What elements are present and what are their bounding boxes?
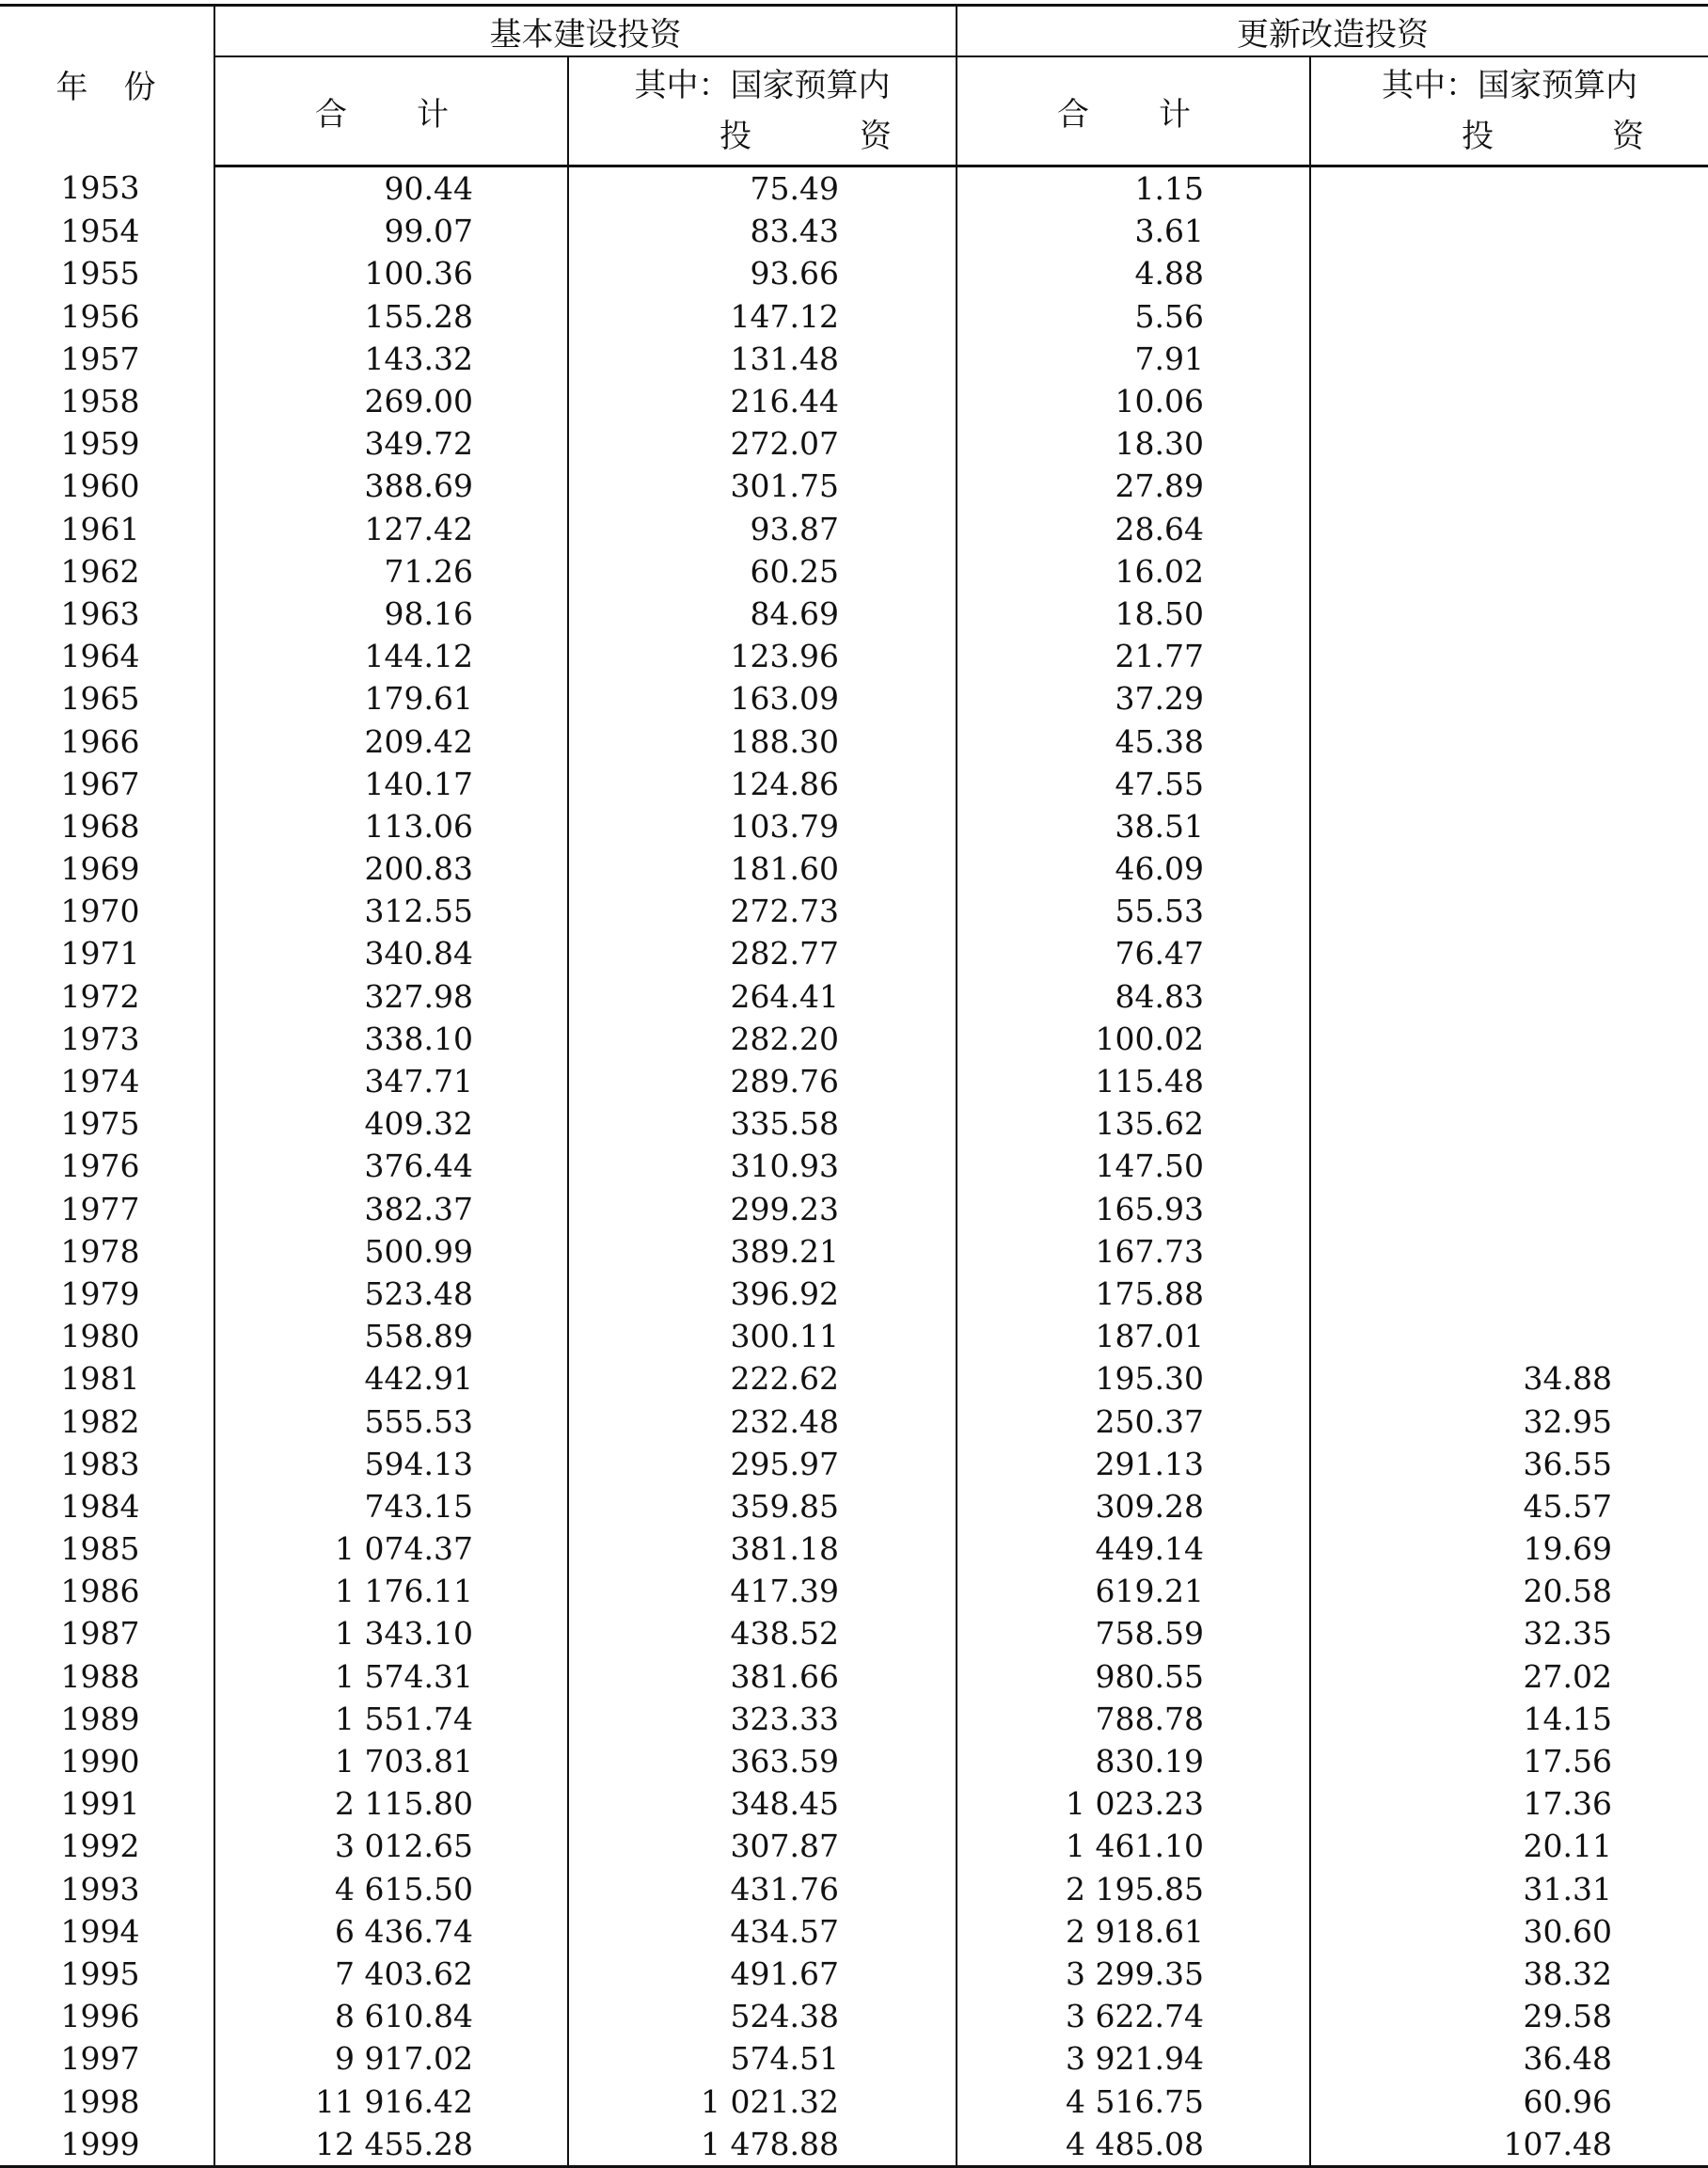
- renewal-budget-cell: [1310, 805, 1708, 847]
- table-row: [0, 338, 1708, 380]
- year-cell: 1981: [0, 1357, 214, 1400]
- renewal-total-cell: 7.91: [957, 338, 1310, 380]
- year-cell: 1978: [0, 1230, 214, 1273]
- renewal-budget-cell: [1310, 720, 1708, 762]
- table-row: [0, 422, 1708, 465]
- basic-budget-cell: 301.75: [568, 465, 957, 507]
- table-row: [0, 2123, 1708, 2167]
- basic-budget-cell: 124.86: [568, 763, 957, 805]
- renewal-budget-cell: [1310, 338, 1708, 380]
- basic-budget-header-zi: 资: [860, 118, 892, 155]
- basic-total-cell: 523.48: [214, 1273, 568, 1315]
- renewal-budget-cell: [1310, 380, 1708, 422]
- renewal-budget-cell: [1310, 1102, 1708, 1145]
- basic-budget-cell: 310.93: [568, 1145, 957, 1187]
- basic-budget-cell: 188.30: [568, 720, 957, 762]
- renewal-total-cell: 28.64: [957, 508, 1310, 550]
- renewal-budget-cell: [1310, 1060, 1708, 1102]
- renewal-budget-cell: 107.48: [1310, 2123, 1708, 2167]
- basic-total-cell: 340.84: [214, 932, 568, 974]
- renewal-total-cell: 980.55: [957, 1655, 1310, 1698]
- year-cell: 1990: [0, 1740, 214, 1782]
- renewal-budget-cell: [1310, 210, 1708, 252]
- basic-budget-cell: 381.66: [568, 1655, 957, 1698]
- table-row: [0, 805, 1708, 847]
- year-cell: 1969: [0, 847, 214, 890]
- renewal-total-cell: 37.29: [957, 677, 1310, 720]
- renewal-budget-cell: 30.60: [1523, 1912, 1612, 1950]
- table-row: [0, 847, 1708, 890]
- basic-budget-cell: 181.60: [568, 847, 957, 890]
- year-cell: 1994: [0, 1910, 214, 1953]
- year-cell: 1961: [0, 508, 214, 550]
- basic-total-header: 合 计: [214, 56, 568, 166]
- basic-total-cell: 71.26: [214, 550, 568, 593]
- renewal-total-cell: 1 023.23: [957, 1782, 1310, 1825]
- renewal-total-cell: 291.13: [957, 1443, 1310, 1485]
- basic-budget-header-tou: 投: [720, 118, 751, 155]
- year-cell: 1963: [0, 593, 214, 635]
- year-cell: 1956: [0, 295, 214, 338]
- year-cell: 1960: [0, 465, 214, 507]
- basic-budget-cell: 335.58: [568, 1102, 957, 1145]
- basic-budget-cell: 282.20: [568, 1018, 957, 1060]
- renewal-budget-cell: 32.35: [1523, 1615, 1612, 1653]
- renewal-total-cell: 47.55: [957, 763, 1310, 805]
- renewal-total-cell: 3.61: [957, 210, 1310, 252]
- year-cell: 1976: [0, 1145, 214, 1187]
- basic-budget-cell: 323.33: [568, 1698, 957, 1740]
- basic-total-cell: 1 703.81: [214, 1740, 568, 1782]
- year-cell: 1958: [0, 380, 214, 422]
- year-cell: 1970: [0, 890, 214, 932]
- table-row: [0, 975, 1708, 1018]
- basic-budget-cell: 289.76: [568, 1060, 957, 1102]
- renewal-budget-cell: 36.55: [1523, 1445, 1612, 1482]
- basic-total-cell: 7 403.62: [214, 1953, 568, 1995]
- basic-budget-cell: 272.07: [568, 422, 957, 465]
- renewal-budget-cell: 60.96: [1523, 2082, 1612, 2120]
- basic-total-cell: 2 115.80: [214, 1782, 568, 1825]
- table-row: [0, 1485, 1708, 1527]
- basic-total-cell: 409.32: [214, 1102, 568, 1145]
- year-cell: 1995: [0, 1953, 214, 1995]
- basic-total-cell: 558.89: [214, 1315, 568, 1357]
- renewal-budget-cell: [1310, 1145, 1708, 1187]
- renewal-budget-cell: 45.57: [1523, 1487, 1612, 1525]
- basic-total-cell: 6 436.74: [214, 1910, 568, 1953]
- year-cell: 1987: [0, 1612, 214, 1654]
- year-cell: 1953: [0, 166, 214, 211]
- table-row: [0, 1612, 1708, 1654]
- year-cell: 1983: [0, 1443, 214, 1485]
- renewal-total-cell: 38.51: [957, 805, 1310, 847]
- basic-budget-cell: 60.25: [568, 550, 957, 593]
- table-row: [0, 1740, 1708, 1782]
- table-row: [0, 1698, 1708, 1740]
- basic-budget-cell: 1 478.88: [568, 2123, 957, 2167]
- basic-total-cell: 376.44: [214, 1145, 568, 1187]
- table-body: [0, 166, 1708, 2167]
- table-row: [0, 1910, 1708, 1953]
- basic-budget-cell: 417.39: [568, 1570, 957, 1612]
- year-cell: 1984: [0, 1485, 214, 1527]
- renewal-total-cell: 100.02: [957, 1018, 1310, 1060]
- renewal-budget-cell: [1310, 1273, 1708, 1315]
- renewal-budget-header: [1310, 56, 1708, 166]
- year-cell: 1998: [0, 2080, 214, 2122]
- renewal-budget-cell: [1310, 422, 1708, 465]
- table-row: [0, 380, 1708, 422]
- renewal-total-cell: 21.77: [957, 635, 1310, 677]
- renewal-total-cell: 1.15: [957, 166, 1310, 211]
- year-cell: 1986: [0, 1570, 214, 1612]
- basic-budget-cell: 93.87: [568, 508, 957, 550]
- basic-total-cell: 327.98: [214, 975, 568, 1018]
- table-row: [0, 1400, 1708, 1442]
- investment-table: [0, 4, 1708, 2168]
- renewal-budget-cell: 36.48: [1523, 2040, 1612, 2078]
- basic-total-cell: 179.61: [214, 677, 568, 720]
- year-cell: 1999: [0, 2123, 214, 2167]
- renewal-investment-header: 更新改造投资: [957, 6, 1708, 57]
- renewal-total-cell: 2 918.61: [957, 1910, 1310, 1953]
- table-row: [0, 1443, 1708, 1485]
- basic-total-cell: 4 615.50: [214, 1868, 568, 1910]
- renewal-total-cell: 758.59: [957, 1612, 1310, 1654]
- table-row: [0, 1102, 1708, 1145]
- table-row: [0, 1315, 1708, 1357]
- renewal-budget-cell: [1310, 593, 1708, 635]
- year-cell: 1974: [0, 1060, 214, 1102]
- year-cell: 1954: [0, 210, 214, 252]
- renewal-budget-cell: 27.02: [1523, 1657, 1612, 1695]
- basic-budget-cell: 131.48: [568, 338, 957, 380]
- basic-total-cell: 90.44: [214, 166, 568, 211]
- year-cell: 1996: [0, 1995, 214, 2037]
- renewal-budget-cell: [1310, 295, 1708, 338]
- year-cell: 1988: [0, 1655, 214, 1698]
- table-row: [0, 1273, 1708, 1315]
- year-cell: 1977: [0, 1188, 214, 1230]
- renewal-budget-cell: 19.69: [1523, 1530, 1612, 1568]
- renewal-total-cell: 1 461.10: [957, 1825, 1310, 1867]
- basic-budget-cell: 103.79: [568, 805, 957, 847]
- basic-budget-cell: 216.44: [568, 380, 957, 422]
- renewal-budget-cell: 38.32: [1523, 1954, 1612, 1992]
- renewal-budget-cell: 31.31: [1523, 1870, 1612, 1907]
- basic-budget-cell: 434.57: [568, 1910, 957, 1953]
- renewal-total-cell: 619.21: [957, 1570, 1310, 1612]
- basic-total-cell: 1 551.74: [214, 1698, 568, 1740]
- table-row: [0, 1230, 1708, 1273]
- basic-total-cell: 144.12: [214, 635, 568, 677]
- renewal-total-cell: 830.19: [957, 1740, 1310, 1782]
- basic-total-cell: 382.37: [214, 1188, 568, 1230]
- basic-total-cell: 8 610.84: [214, 1995, 568, 2037]
- basic-budget-cell: 1 021.32: [568, 2080, 957, 2122]
- renewal-budget-cell: [1310, 763, 1708, 805]
- basic-budget-cell: 438.52: [568, 1612, 957, 1654]
- renewal-budget-cell: 20.11: [1523, 1828, 1612, 1865]
- year-cell: 1997: [0, 2037, 214, 2080]
- table-row: [0, 1145, 1708, 1187]
- renewal-budget-cell: [1310, 847, 1708, 890]
- basic-budget-cell: 163.09: [568, 677, 957, 720]
- basic-budget-cell: 264.41: [568, 975, 957, 1018]
- basic-total-cell: 99.07: [214, 210, 568, 252]
- year-cell: 1965: [0, 677, 214, 720]
- table-row: [0, 1188, 1708, 1230]
- year-cell: 1966: [0, 720, 214, 762]
- renewal-total-cell: 147.50: [957, 1145, 1310, 1187]
- renewal-total-cell: 4.88: [957, 252, 1310, 294]
- renewal-budget-header-zi: 资: [1612, 118, 1644, 155]
- renewal-budget-cell: [1310, 166, 1708, 211]
- renewal-total-cell: 84.83: [957, 975, 1310, 1018]
- basic-total-cell: 140.17: [214, 763, 568, 805]
- renewal-budget-cell: 29.58: [1523, 1998, 1612, 2035]
- renewal-budget-cell: 17.36: [1523, 1785, 1612, 1823]
- renewal-budget-cell: [1310, 550, 1708, 593]
- basic-total-cell: 1 343.10: [214, 1612, 568, 1654]
- basic-budget-cell: 348.45: [568, 1782, 957, 1825]
- basic-budget-cell: 524.38: [568, 1995, 957, 2037]
- renewal-total-cell: 76.47: [957, 932, 1310, 974]
- renewal-budget-cell: 17.56: [1523, 1743, 1612, 1780]
- renewal-total-cell: 195.30: [957, 1357, 1310, 1400]
- basic-budget-cell: 84.69: [568, 593, 957, 635]
- renewal-total-cell: 2 195.85: [957, 1868, 1310, 1910]
- year-column-header: 年 份: [0, 6, 214, 166]
- basic-total-cell: 3 012.65: [214, 1825, 568, 1867]
- basic-budget-cell: 147.12: [568, 295, 957, 338]
- basic-total-cell: 200.83: [214, 847, 568, 890]
- year-cell: 1964: [0, 635, 214, 677]
- table-row: [0, 1527, 1708, 1570]
- renewal-total-cell: 309.28: [957, 1485, 1310, 1527]
- basic-total-cell: 143.32: [214, 338, 568, 380]
- basic-total-cell: 312.55: [214, 890, 568, 932]
- basic-total-cell: 155.28: [214, 295, 568, 338]
- basic-total-cell: 100.36: [214, 252, 568, 294]
- renewal-total-cell: 250.37: [957, 1400, 1310, 1442]
- renewal-total-cell: 18.30: [957, 422, 1310, 465]
- basic-total-cell: 127.42: [214, 508, 568, 550]
- table-row: [0, 252, 1708, 294]
- year-cell: 1980: [0, 1315, 214, 1357]
- renewal-total-cell: 27.89: [957, 465, 1310, 507]
- basic-total-cell: 1 074.37: [214, 1527, 568, 1570]
- renewal-total-cell: 187.01: [957, 1315, 1310, 1357]
- basic-total-cell: 1 574.31: [214, 1655, 568, 1698]
- year-cell: 1971: [0, 932, 214, 974]
- year-cell: 1975: [0, 1102, 214, 1145]
- table-row: [0, 1782, 1708, 1825]
- table-row: [0, 932, 1708, 974]
- basic-budget-cell: 300.11: [568, 1315, 957, 1357]
- basic-total-cell: 338.10: [214, 1018, 568, 1060]
- table-row: [0, 635, 1708, 677]
- year-cell: 1989: [0, 1698, 214, 1740]
- basic-budget-cell: 295.97: [568, 1443, 957, 1485]
- basic-total-cell: 1 176.11: [214, 1570, 568, 1612]
- basic-total-cell: 269.00: [214, 380, 568, 422]
- renewal-total-cell: 18.50: [957, 593, 1310, 635]
- renewal-budget-cell: [1310, 1188, 1708, 1230]
- table-row: [0, 890, 1708, 932]
- year-cell: 1991: [0, 1782, 214, 1825]
- basic-budget-cell: 299.23: [568, 1188, 957, 1230]
- table-row: [0, 1655, 1708, 1698]
- basic-total-cell: 98.16: [214, 593, 568, 635]
- table-row: [0, 508, 1708, 550]
- table-row: [0, 677, 1708, 720]
- table-row: [0, 210, 1708, 252]
- table-row: [0, 550, 1708, 593]
- basic-budget-cell: 75.49: [568, 166, 957, 211]
- basic-budget-cell: 222.62: [568, 1357, 957, 1400]
- renewal-budget-cell: [1310, 975, 1708, 1018]
- basic-total-cell: 113.06: [214, 805, 568, 847]
- basic-total-cell: 500.99: [214, 1230, 568, 1273]
- basic-budget-cell: 574.51: [568, 2037, 957, 2080]
- renewal-total-cell: 135.62: [957, 1102, 1310, 1145]
- year-cell: 1955: [0, 252, 214, 294]
- table-row: [0, 465, 1708, 507]
- renewal-total-cell: 16.02: [957, 550, 1310, 593]
- basic-total-cell: 209.42: [214, 720, 568, 762]
- basic-total-cell: 594.13: [214, 1443, 568, 1485]
- basic-budget-cell: 431.76: [568, 1868, 957, 1910]
- basic-total-cell: 347.71: [214, 1060, 568, 1102]
- renewal-total-cell: 5.56: [957, 295, 1310, 338]
- basic-total-cell: 555.53: [214, 1400, 568, 1442]
- basic-budget-cell: 282.77: [568, 932, 957, 974]
- table-row: [0, 1018, 1708, 1060]
- renewal-total-cell: 175.88: [957, 1273, 1310, 1315]
- table-row: [0, 1995, 1708, 2037]
- renewal-total-header: 合 计: [957, 56, 1310, 166]
- year-cell: 1962: [0, 550, 214, 593]
- renewal-budget-cell: [1310, 252, 1708, 294]
- renewal-total-cell: 46.09: [957, 847, 1310, 890]
- renewal-budget-cell: [1310, 1315, 1708, 1357]
- renewal-budget-cell: 20.58: [1523, 1573, 1612, 1610]
- basic-total-cell: 9 917.02: [214, 2037, 568, 2080]
- renewal-budget-cell: 14.15: [1523, 1700, 1612, 1737]
- basic-budget-cell: 359.85: [568, 1485, 957, 1527]
- year-cell: 1967: [0, 763, 214, 805]
- table-row: [0, 1953, 1708, 1995]
- renewal-total-cell: 45.38: [957, 720, 1310, 762]
- renewal-total-cell: 55.53: [957, 890, 1310, 932]
- year-cell: 1982: [0, 1400, 214, 1442]
- renewal-budget-cell: [1310, 932, 1708, 974]
- basic-total-cell: 349.72: [214, 422, 568, 465]
- year-cell: 1979: [0, 1273, 214, 1315]
- table-row: [0, 295, 1708, 338]
- basic-budget-cell: 83.43: [568, 210, 957, 252]
- basic-budget-cell: 389.21: [568, 1230, 957, 1273]
- year-cell: 1992: [0, 1825, 214, 1867]
- renewal-total-cell: 3 299.35: [957, 1953, 1310, 1995]
- table-row: [0, 2080, 1708, 2122]
- basic-total-cell: 743.15: [214, 1485, 568, 1527]
- renewal-budget-cell: [1310, 465, 1708, 507]
- basic-budget-cell: 396.92: [568, 1273, 957, 1315]
- table-row: [0, 1570, 1708, 1612]
- year-cell: 1993: [0, 1868, 214, 1910]
- year-cell: 1959: [0, 422, 214, 465]
- year-cell: 1985: [0, 1527, 214, 1570]
- renewal-budget-cell: 34.88: [1523, 1360, 1612, 1398]
- renewal-total-cell: 3 921.94: [957, 2037, 1310, 2080]
- renewal-total-cell: 4 516.75: [957, 2080, 1310, 2122]
- basic-budget-cell: 272.73: [568, 890, 957, 932]
- renewal-total-cell: 167.73: [957, 1230, 1310, 1273]
- renewal-budget-header-tou: 投: [1462, 118, 1494, 155]
- renewal-budget-cell: [1310, 890, 1708, 932]
- table-row: [0, 1357, 1708, 1400]
- table-row: [0, 1868, 1708, 1910]
- basic-construction-header: 基本建设投资: [214, 6, 957, 57]
- basic-total-cell: 12 455.28: [214, 2123, 568, 2167]
- year-cell: 1957: [0, 338, 214, 380]
- basic-budget-cell: 491.67: [568, 1953, 957, 1995]
- renewal-total-cell: 3 622.74: [957, 1995, 1310, 2037]
- renewal-budget-cell: [1310, 635, 1708, 677]
- renewal-budget-header-line1: 其中：国家预算内: [1382, 67, 1637, 104]
- table-row: [0, 166, 1708, 211]
- renewal-total-cell: 4 485.08: [957, 2123, 1310, 2167]
- year-cell: 1968: [0, 805, 214, 847]
- basic-total-cell: 388.69: [214, 465, 568, 507]
- basic-total-cell: 11 916.42: [214, 2080, 568, 2122]
- renewal-total-cell: 115.48: [957, 1060, 1310, 1102]
- table-row: [0, 720, 1708, 762]
- basic-budget-cell: 307.87: [568, 1825, 957, 1867]
- table-row: [0, 1060, 1708, 1102]
- year-cell: 1973: [0, 1018, 214, 1060]
- renewal-total-cell: 10.06: [957, 380, 1310, 422]
- basic-budget-cell: 363.59: [568, 1740, 957, 1782]
- basic-budget-cell: 93.66: [568, 252, 957, 294]
- table-row: [0, 763, 1708, 805]
- basic-budget-cell: 232.48: [568, 1400, 957, 1442]
- renewal-total-cell: 449.14: [957, 1527, 1310, 1570]
- table-row: [0, 2037, 1708, 2080]
- basic-total-cell: 442.91: [214, 1357, 568, 1400]
- basic-budget-header-line1: 其中：国家预算内: [634, 67, 891, 104]
- renewal-budget-cell: [1310, 1230, 1708, 1273]
- renewal-budget-cell: [1310, 677, 1708, 720]
- basic-budget-cell: 381.18: [568, 1527, 957, 1570]
- table-row: [0, 1825, 1708, 1867]
- basic-budget-cell: 123.96: [568, 635, 957, 677]
- renewal-total-cell: 788.78: [957, 1698, 1310, 1740]
- renewal-budget-cell: 32.95: [1523, 1402, 1612, 1440]
- renewal-budget-cell: [1310, 1018, 1708, 1060]
- year-cell: 1972: [0, 975, 214, 1018]
- table-row: [0, 593, 1708, 635]
- basic-budget-header: [568, 56, 957, 166]
- renewal-total-cell: 165.93: [957, 1188, 1310, 1230]
- renewal-budget-cell: [1310, 508, 1708, 550]
